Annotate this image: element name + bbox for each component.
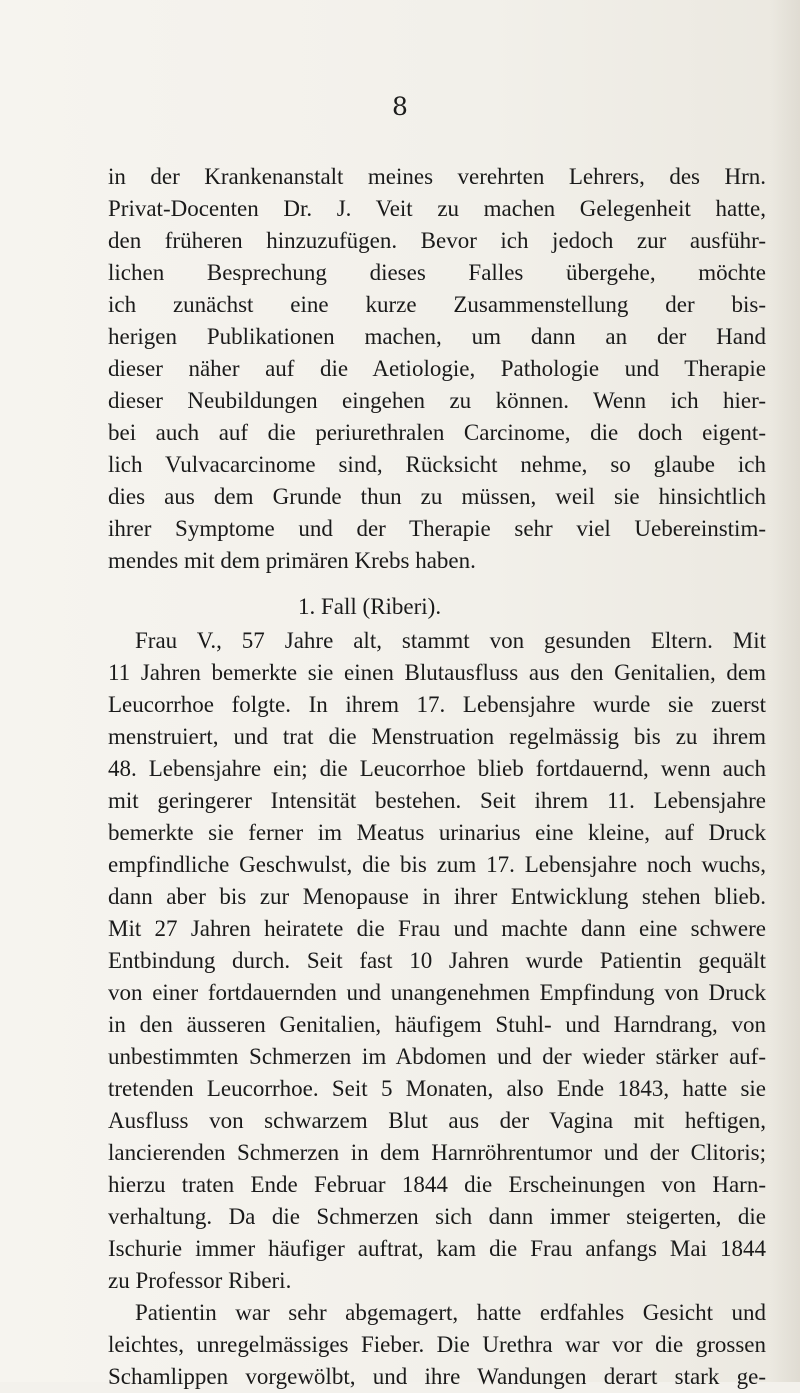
text-line: hierzu traten Ende Februar 1844 die Erscheinungen von Harn- (108, 1172, 766, 1197)
text-line: empfindliche Geschwulst, die bis zum 17. Lebensjahre noch wuchs, (108, 852, 766, 877)
page-edge-shadow (770, 0, 800, 1382)
body-text (108, 161, 766, 1393)
text-line: 11 Jahren bemerkte sie einen Blutausfluss aus den Genitalien, dem (108, 660, 766, 685)
text-line: menstruiert, und trat die Menstruation regelmässig bis zu ihrem (108, 724, 766, 749)
text-line: bemerkte sie ferner im Meatus urinarius eine kleine, auf Druck (108, 820, 766, 845)
page-number: 8 (392, 92, 408, 121)
text-line: ihrer Symptome und der Therapie sehr viel Uebereinstim- (108, 516, 766, 541)
text-line: ich zunächst eine kurze Zusammenstellung der bis- (108, 292, 766, 317)
text-line: verhaltung. Da die Schmerzen sich dann immer steigerten, die (108, 1204, 766, 1229)
text-line: Schamlippen vorgewölbt, und ihre Wandungen derart stark ge- (108, 1364, 766, 1389)
text-line: lancierenden Schmerzen in dem Harnröhrentumor und der Clitoris; (108, 1140, 766, 1165)
text-line: Mit 27 Jahren heiratete die Frau und machte dann eine schwere (108, 916, 766, 941)
text-line: Privat-Docenten Dr. J. Veit zu machen Gelegenheit hatte, (108, 196, 766, 221)
text-line: unbestimmten Schmerzen im Abdomen und der wieder stärker auf- (108, 1044, 766, 1069)
case-heading: 1. Fall (Riberi). (298, 594, 442, 619)
text-line: dieser Neubildungen eingehen zu können. Wenn ich hier- (108, 388, 766, 413)
text-line: Ausfluss von schwarzem Blut aus der Vagina mit heftigen, (108, 1108, 766, 1133)
text-line: 48. Lebensjahre ein; die Leucorrhoe blieb fortdauernd, wenn auch (108, 756, 766, 781)
text-line: lichen Besprechung dieses Falles übergehe, möchte (108, 260, 766, 285)
text-line: Ischurie immer häufiger auftrat, kam die Frau anfangs Mai 1844 (108, 1236, 766, 1261)
text-line: den früheren hinzuzufügen. Bevor ich jedoch zur ausführ- (108, 228, 766, 253)
text-line: mit geringerer Intensität bestehen. Seit ihrem 11. Lebensjahre (108, 788, 766, 813)
text-line: tretenden Leucorrhoe. Seit 5 Monaten, also Ende 1843, hatte sie (108, 1076, 766, 1101)
text-line: dies aus dem Grunde thun zu müssen, weil sie hinsichtlich (108, 484, 766, 509)
text-line: bei auch auf die periurethralen Carcinome, die doch eigent- (108, 420, 766, 445)
text-line: in den äusseren Genitalien, häufigem Stuhl- und Harndrang, von (108, 1012, 766, 1037)
text-line: Patientin war sehr abgemagert, hatte erdfahles Gesicht und (135, 1300, 766, 1325)
text-line: dann aber bis zur Menopause in ihrer Entwicklung stehen blieb. (108, 884, 766, 909)
text-line: in der Krankenanstalt meines verehrten Lehrers, des Hrn. (108, 164, 766, 189)
text-line: Leucorrhoe folgte. In ihrem 17. Lebensjahre wurde sie zuerst (108, 692, 766, 717)
text-line: Frau V., 57 Jahre alt, stammt von gesunden Eltern. Mit (135, 628, 766, 653)
text-line: von einer fortdauernden und unangenehmen Empfindung von Druck (108, 980, 766, 1005)
text-line: dieser näher auf die Aetiologie, Pathologie und Therapie (108, 356, 766, 381)
text-line: Entbindung durch. Seit fast 10 Jahren wurde Patientin gequält (108, 948, 766, 973)
text-line: lich Vulvacarcinome sind, Rücksicht nehme, so glaube ich (108, 452, 766, 477)
text-line: herigen Publikationen machen, um dann an der Hand (108, 324, 766, 349)
text-line: mendes mit dem primären Krebs haben. (108, 548, 476, 573)
text-line: zu Professor Riberi. (108, 1268, 292, 1293)
text-line: leichtes, unregelmässiges Fieber. Die Urethra war vor die grossen (108, 1332, 766, 1357)
